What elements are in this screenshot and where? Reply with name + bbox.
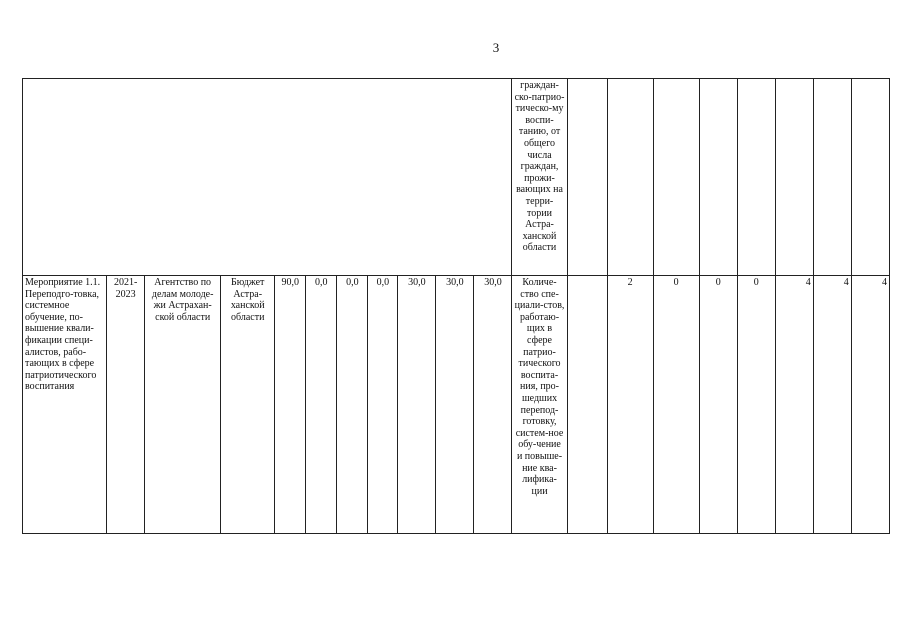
value-cell: 0 <box>699 276 737 534</box>
value-cell <box>813 79 851 276</box>
unit-cell <box>567 79 607 276</box>
value-cell: 4 <box>813 276 851 534</box>
program-table <box>22 78 890 534</box>
table-row <box>23 276 890 534</box>
page-number: 3 <box>492 40 500 55</box>
amount-cell: 0,0 <box>368 276 398 534</box>
unit-cell <box>567 276 607 534</box>
value-cell: 2 <box>607 276 653 534</box>
value-cell <box>775 79 813 276</box>
period-cell: 2021-2023 <box>107 276 145 534</box>
funding-source-cell: Бюджет Астра-ханской области <box>221 276 275 534</box>
value-cell <box>607 79 653 276</box>
amount-cell: 30,0 <box>398 276 436 534</box>
table-row <box>23 79 890 276</box>
measure-name-cell: Мероприятие 1.1. Переподго-товка, системное обучение, по-вышение квали-фикации специ-алистов, рабо-тающих в сфере патриотического воспитания <box>23 276 107 534</box>
amount-cell: 0,0 <box>306 276 337 534</box>
executor-cell: Агентство по делам молоде-жи Астрахан-ской области <box>145 276 221 534</box>
value-cell: 4 <box>775 276 813 534</box>
amount-cell: 30,0 <box>474 276 512 534</box>
empty-continuation-cell <box>23 79 512 276</box>
amount-total-cell: 90,0 <box>275 276 306 534</box>
value-cell: 0 <box>737 276 775 534</box>
indicator-text: граждан-ско-патрио-тическо-му воспи-танию, от общего числа граждан, прожи-вающих на терри-тории Астра-ханской области <box>514 80 565 254</box>
value-cell <box>699 79 737 276</box>
value-cell <box>851 79 889 276</box>
amount-cell: 30,0 <box>436 276 474 534</box>
indicator-cell <box>512 79 567 276</box>
amount-cell: 0,0 <box>337 276 368 534</box>
value-cell: 4 <box>851 276 889 534</box>
value-cell <box>737 79 775 276</box>
indicator-text: Количе-ство спе-циали-стов, работаю-щих в сфере патрио-тического воспита-ния, про-шедших перепод-готовку, систем-ное обу-чение и повыше-ние ква-лифика-ции <box>514 277 565 497</box>
value-cell <box>653 79 699 276</box>
value-cell: 0 <box>653 276 699 534</box>
indicator-cell <box>512 276 567 534</box>
